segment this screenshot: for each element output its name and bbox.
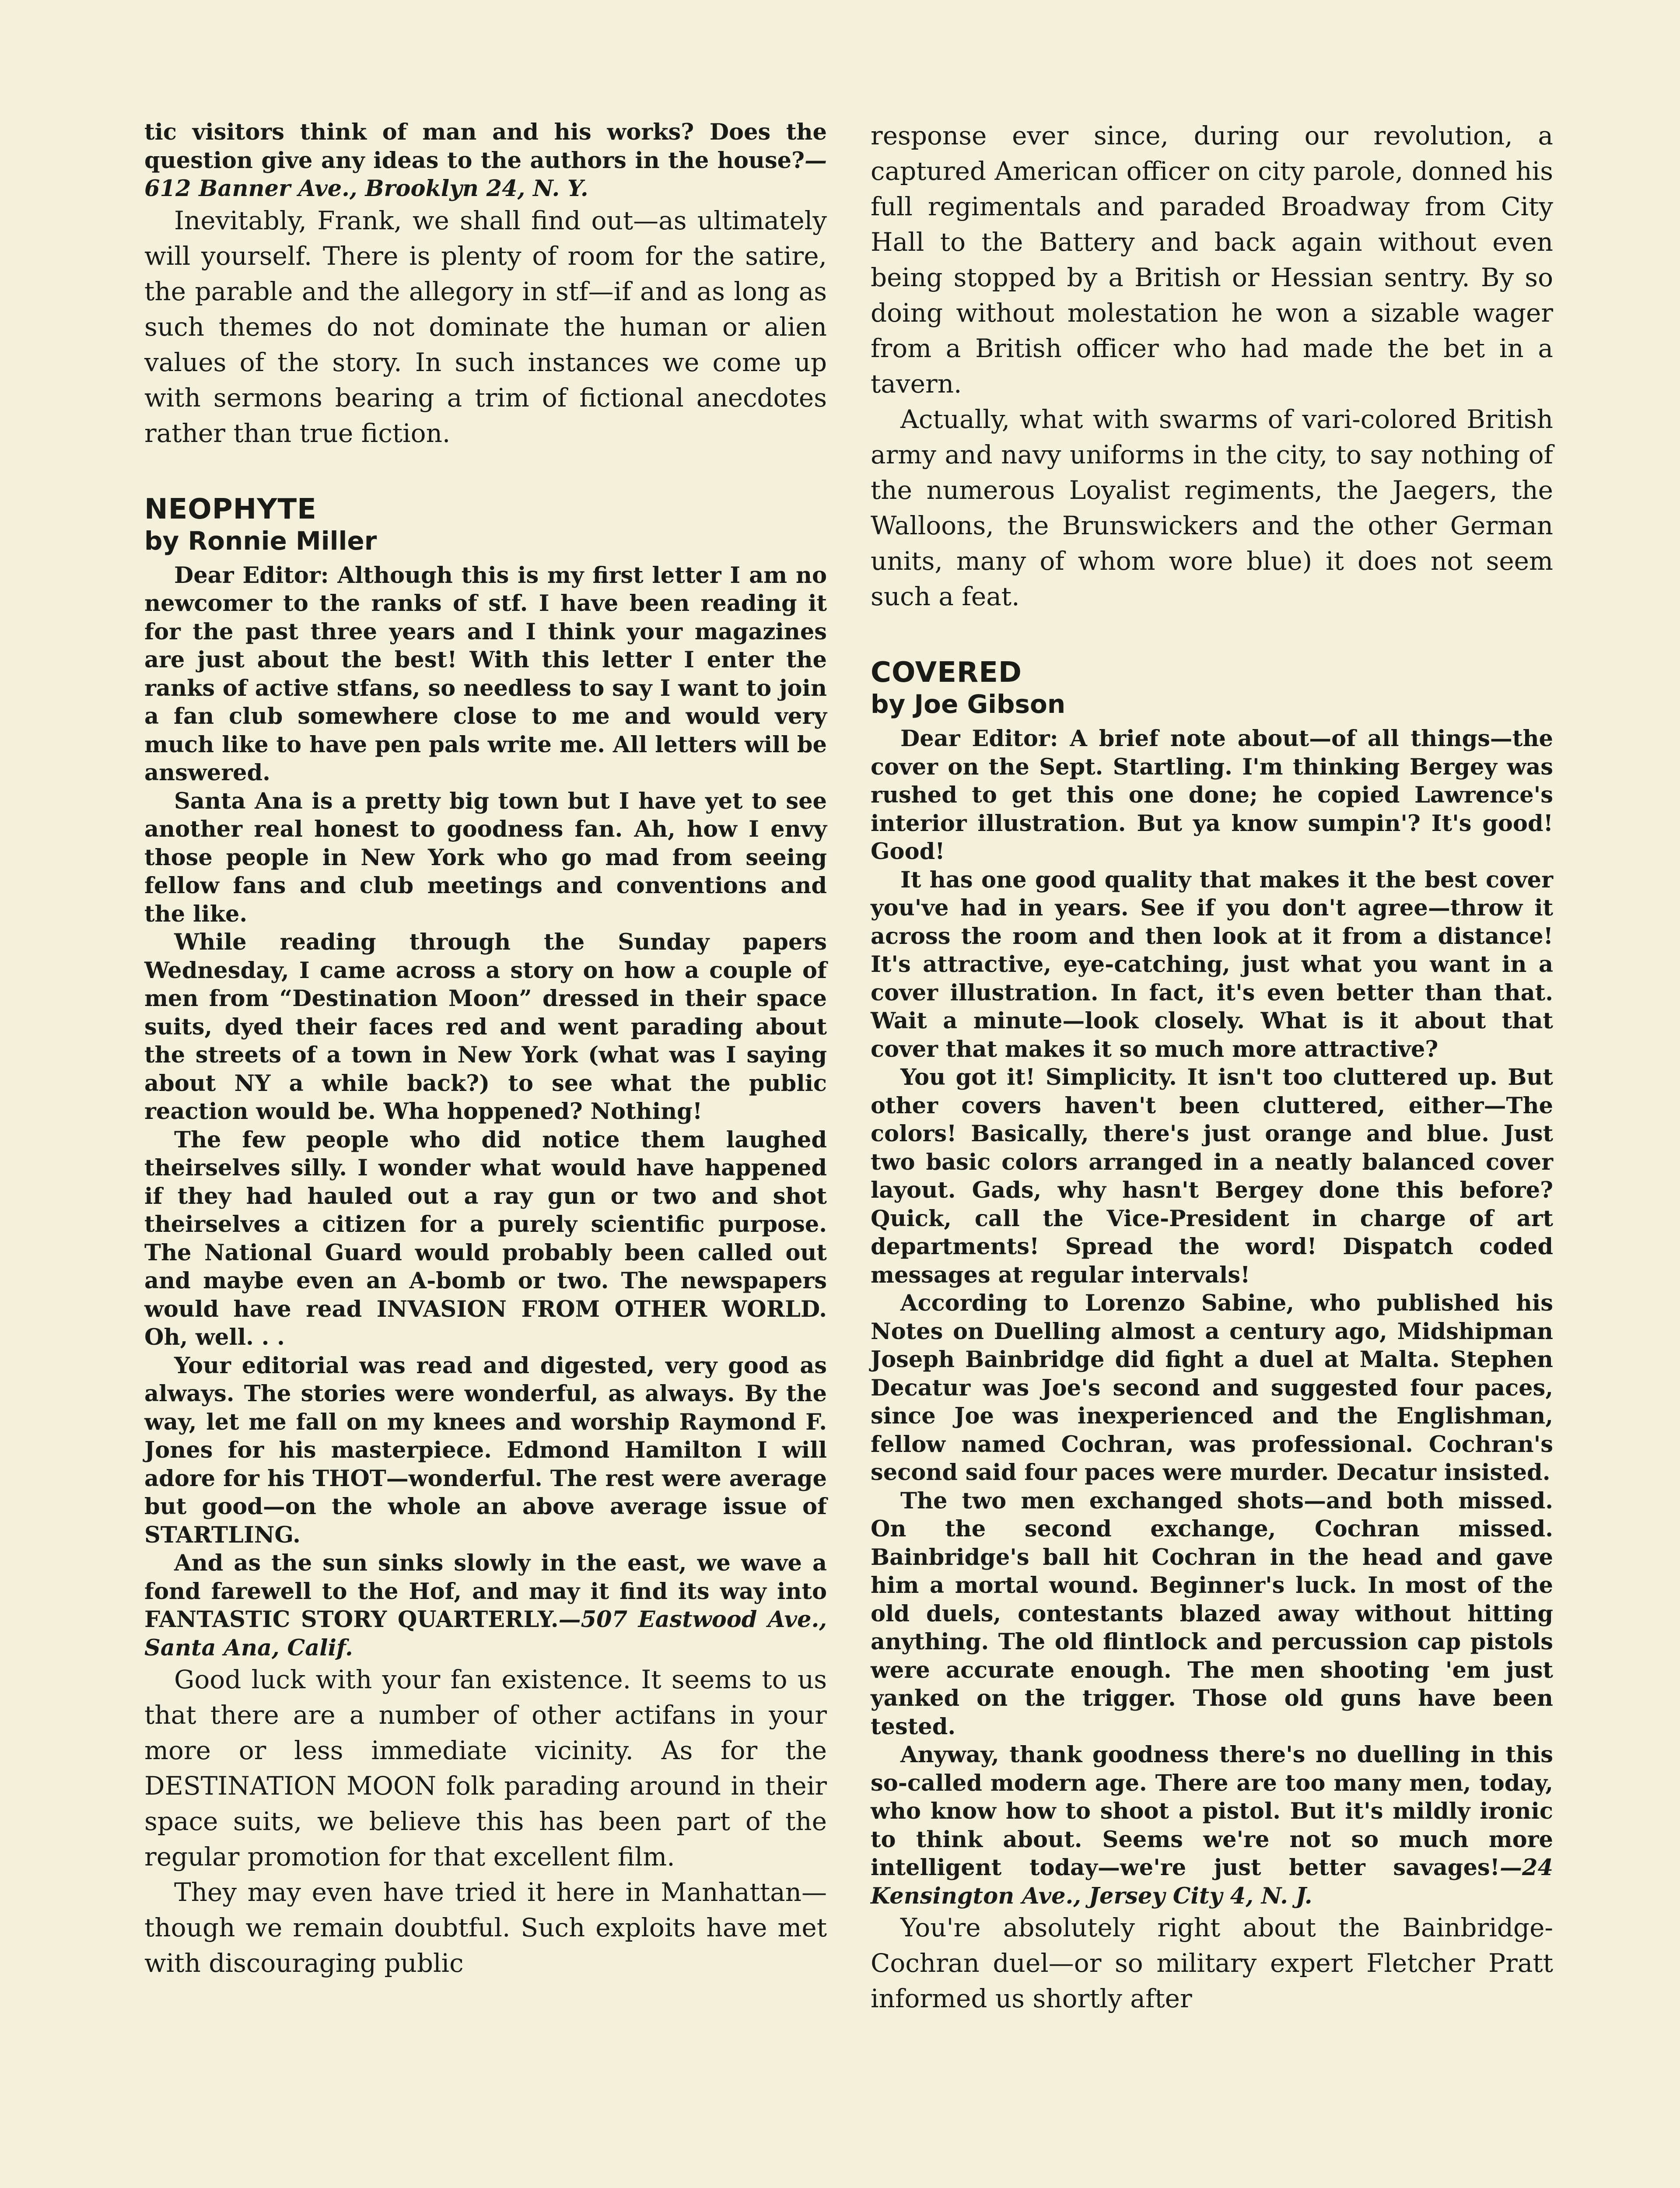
letter-paragraph: While reading through the Sunday papers Wednesday, I came across a story on how a couple of men from “Destination Moon” dressed in their space suits, dyed their faces red and went parading about the streets of a town in New York (what was I saying about NY a while back?) to see what the public reaction would be. Wha hoppened? Nothing! — [144, 929, 827, 1125]
editor-reply: Actually, what with swarms of vari-colored British army and navy uniforms in the city, to say nothing of the numerous Loyalist regiments, the Jaegers, the Walloons, the Brunswickers and the other German units, many of whom wore blue) it does not seem such a feat. — [871, 404, 1553, 611]
right-column — [871, 118, 1553, 2016]
letter-byline: by Joe Gibson — [871, 689, 1066, 719]
letter-paragraph: Dear Editor: A brief note about—of all things—the cover on the Sept. Startling. I'm thinking Bergey was rushed to get this one done; he copied Lawrence's interior illustration. But ya know sumpin'? It's good! Good! — [871, 726, 1553, 865]
letter-paragraph: The two men exchanged shots—and both missed. On the second exchange, Cochran missed. Bainbridge's ball hit Cochran in the head and gave him a mortal wound. Beginner's luck. In most of the old duels, contestants blazed away without hitting anything. The old flintlock and percussion cap pistols were accurate enough. The men shooting 'em just yanked on the trigger. Those old guns have been tested. — [871, 1487, 1553, 1740]
left-column — [144, 118, 827, 1981]
editor-reply: Inevitably, Frank, we shall find out—as ultimately will yourself. There is plenty of room for the satire, the parable and the allegory in stf—if and as long as such themes do not dominate the human or alien values of the story. In such instances we come up with sermons bearing a trim of fictional anecdotes rather than true fiction. — [144, 205, 827, 448]
letter-address: —24 Kensington Ave., Jersey City 4, N. J. — [871, 1855, 1553, 1909]
letter-paragraph: Anyway, thank goodness there's no duelling in this so-called modern age. There are too many men, today, who know how to shoot a pistol. But it's mildly ironic to think about. Seems we're not so much more intelligent today—we're just better savages!—24 Kensington Ave., Jersey City 4, N. J. — [871, 1742, 1553, 1909]
letter-heading-neophyte: NEOPHYTE — [144, 493, 317, 526]
editor-reply: Good luck with your fan existence. It seems to us that there are a number of other actifans in your more or less immediate vicinity. As for the DESTINATION MOON folk parading around in their space suits, we believe this has been part of the regular promotion for that excellent film. — [144, 1665, 827, 1872]
letter-paragraph: tic visitors think of man and his works? Does the question give any ideas to the authors in the house?—612 Banner Ave., Brooklyn 24, N. Y. — [144, 119, 827, 202]
letter-paragraph: Your editorial was read and digested, very good as always. The stories were wonderful, as always. By the way, let me fall on my knees and worship Raymond F. Jones for his masterpiece. Edmond Hamilton I will adore for his THOT—wonderful. The rest were average but good—on the whole an above average issue of STARTLING. — [144, 1352, 827, 1548]
letter-paragraph: Dear Editor: Although this is my first letter I am no newcomer to the ranks of stf. I have been reading it for the past three years and I think your magazines are just about the best! With this letter I enter the ranks of active stfans, so needless to say I want to join a fan club somewhere close to me and would very much like to have pen pals write me. All letters will be answered. — [144, 562, 827, 786]
letter-paragraph: The few people who did notice them laughed theirselves silly. I wonder what would have happened if they had hauled out a ray gun or two and shot theirselves a citizen for a purely scientific purpose. The National Guard would probably been called out and maybe even an A-bomb or two. The newspapers would have read INVASION FROM OTHER WORLD. Oh, well. . . — [144, 1126, 827, 1350]
letter-byline: by Ronnie Miller — [144, 526, 377, 556]
letter-paragraph: According to Lorenzo Sabine, who published his Notes on Duelling almost a century ago, Midshipman Joseph Bainbridge did fight a duel at Malta. Stephen Decatur was Joe's second and suggested four paces, since Joe was inexperienced and the Englishman, fellow named Cochran, was professional. Cochran's second said four paces were murder. Decatur insisted. — [871, 1290, 1553, 1486]
letter-heading-covered: COVERED — [871, 656, 1022, 689]
letter-address: —612 Banner Ave., Brooklyn 24, N. Y. — [144, 147, 827, 202]
editor-reply: You're absolutely right about the Bainbridge-Cochran duel—or so military expert Fletcher Pratt informed us shortly after — [871, 1913, 1553, 2013]
letter-paragraph: And as the sun sinks slowly in the east, we wave a fond farewell to the Hof, and may it find its way into FANTASTIC STORY QUARTERLY.—507 Eastwood Ave., Santa Ana, Calif. — [144, 1550, 827, 1661]
letter-paragraph: It has one good quality that makes it the best cover you've had in years. See if you don't agree—throw it across the room and then look at it from a distance! It's attractive, eye-catching, just what you want in a cover illustration. In fact, it's even better than that. Wait a minute—look closely. What is it about that cover that makes it so much more attractive? — [871, 866, 1553, 1062]
letter-address: —507 Eastwood Ave., Santa Ana, Calif. — [144, 1606, 827, 1661]
editor-reply: They may even have tried it here in Manhattan—though we remain doubtful. Such exploits have met with discouraging public — [144, 1877, 827, 1978]
letter-paragraph: You got it! Simplicity. It isn't too cluttered up. But other covers haven't been cluttered, either—The colors! Basically, there's just orange and blue. Just two basic colors arranged in a neatly balanced cover layout. Gads, why hasn't Bergey done this before? Quick, call the Vice-President in charge of art departments! Spread the word! Dispatch coded messages at regular intervals! — [871, 1064, 1553, 1288]
letter-paragraph: Santa Ana is a pretty big town but I have yet to see another real honest to goodness fan. Ah, how I envy those people in New York who go mad from seeing fellow fans and club meetings and conventions and the like. — [144, 788, 827, 927]
editor-reply: response ever since, during our revolution, a captured American officer on city parole, donned his full regimentals and paraded Broadway from City Hall to the Battery and back again without even being stopped by a British or Hessian sentry. By so doing without molestation he won a sizable wager from a British officer who had made the bet in a tavern. — [871, 121, 1553, 399]
